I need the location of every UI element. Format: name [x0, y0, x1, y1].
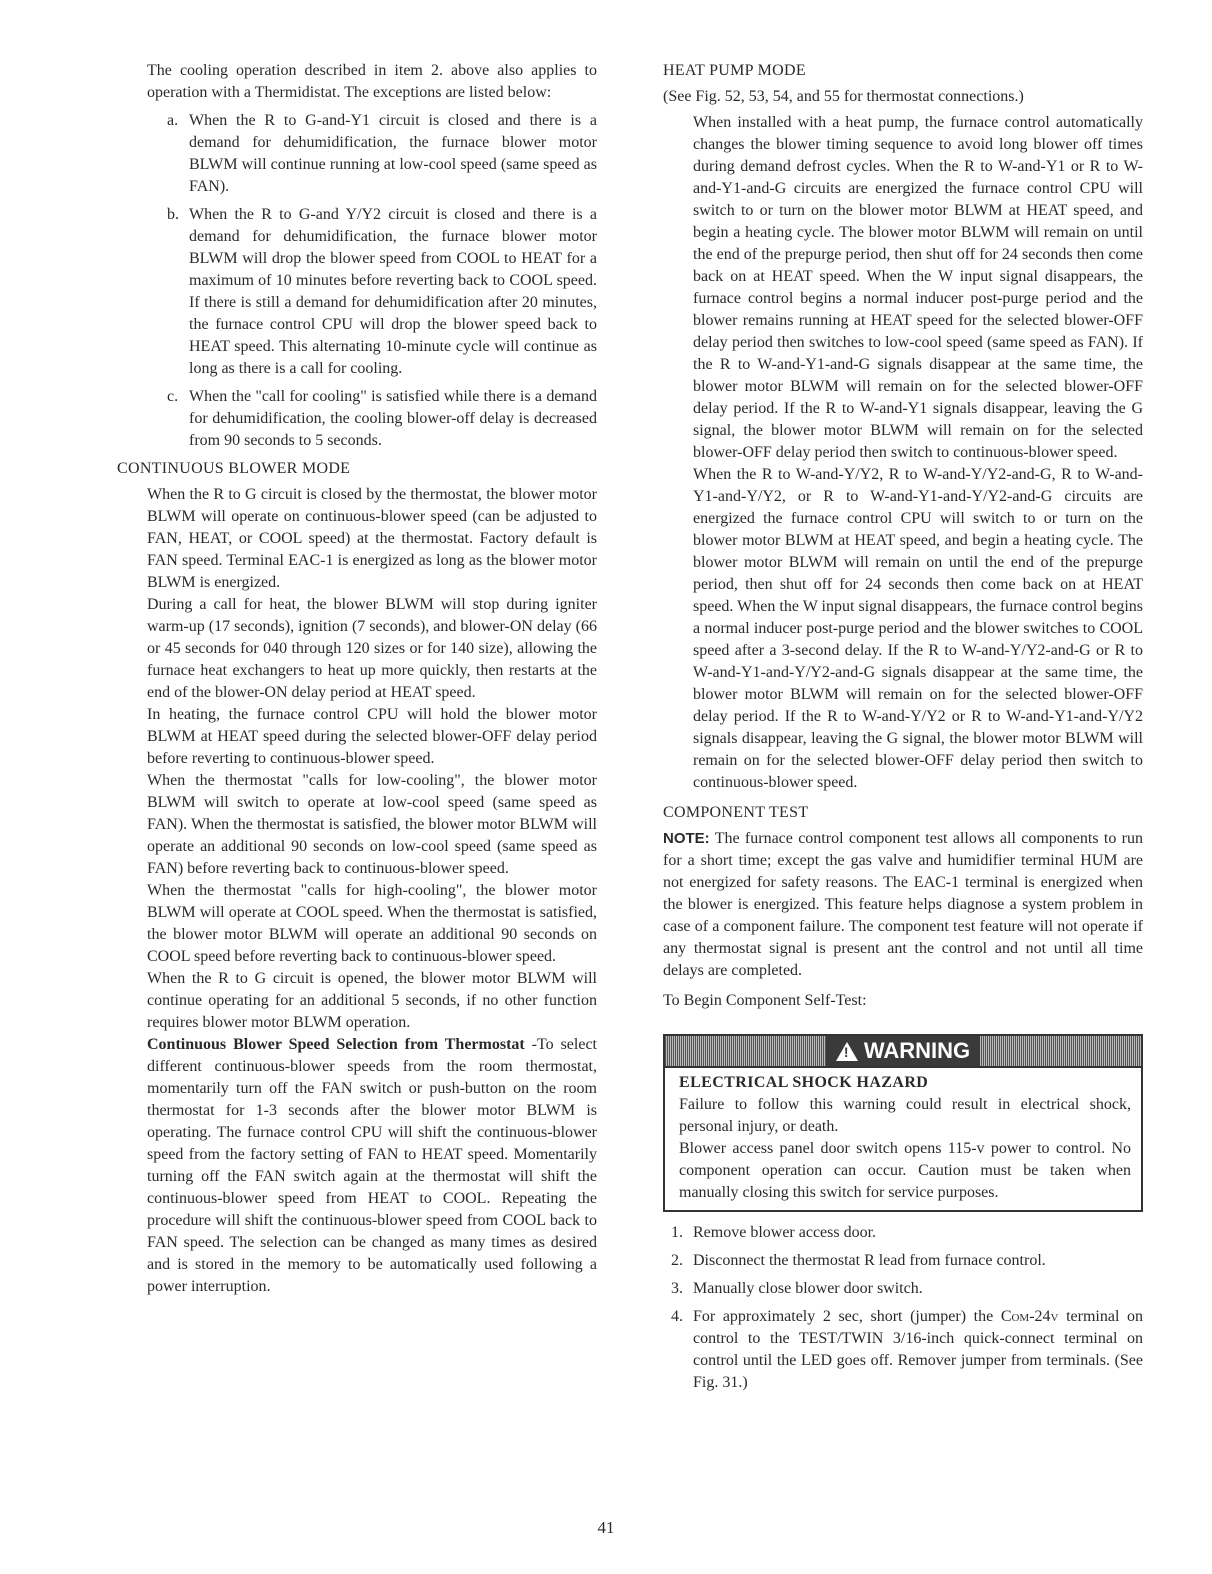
- warning-triangle-icon: [836, 1042, 858, 1061]
- step-text: Manually close blower door switch.: [693, 1280, 923, 1297]
- component-test-heading: COMPONENT TEST: [663, 804, 809, 821]
- self-test-step-1: [671, 1222, 1143, 1244]
- speed-selection-paragraph: [147, 1034, 597, 1298]
- warning-line: Blower access panel door switch opens 115-v power to control. No component operation can occur. Caution must be taken when manually closing this switch for service purposes.: [679, 1140, 1131, 1201]
- component-test-note: [663, 828, 1143, 982]
- note-text: The furnace control component test allows all components to run for a short time; except the gas valve and humidifier terminal HUM are not energized for safety reasons. The EAC-1 terminal is energized when the blower is energized. This feature helps diagnose a system problem in case of a component failure. The component test feature will not operate if any thermostat signal is present ant the control and not until all time delays are completed.: [663, 830, 1143, 979]
- step-text: For approximately 2 sec, short (jumper) the Com-24v terminal on control to the TEST/TWIN 3/16-inch quick-connect terminal on control until the LED goes off. Remover jumper from terminals. (See Fig. 31.): [693, 1308, 1144, 1391]
- warning-title: WARNING: [863, 1038, 971, 1063]
- continuous-paragraph: When the R to G circuit is closed by the thermostat, the blower motor BLWM will operate on continuous-blower speed (can be adjusted to FAN, HEAT, or COOL speed) at the thermostat. Factory default is FAN speed. Terminal EAC-1 is energized as long as the blower motor BLWM is energized.: [147, 486, 597, 591]
- self-test-step-2: [671, 1250, 1143, 1272]
- heat-pump-paragraph: When installed with a heat pump, the furnace control automatically changes the blower timing sequence to avoid long blower off times during demand defrost cycles. When the R to W-and-Y1 or R to W-and-Y1-and-G circuits are energized the furnace control CPU will switch to or turn on the blower motor BLWM at HEAT speed, and begin a heating cycle. The blower motor BLWM will remain on until the end of the prepurge period, then shut off for 24 seconds then come back on at HEAT speed. When the W input signal disappears, the furnace control begins a normal inducer post-purge period and the blower remains running at HEAT speed for the selected blower-OFF delay period then switches to low-cool speed (same speed as FAN). If the R to W-and-Y1-and-G signals disappear at the same time, the blower motor BLWM will remain on for the selected blower-OFF delay period. If the R to W-and-Y1 signals disappear, leaving the G signal, the blower motor BLWM will remain on for the selected blower-OFF delay period then switch to continuous-blower speed.: [693, 114, 1143, 461]
- continuous-paragraph: When the thermostat "calls for low-cooling", the blower motor BLWM will switch to operate at low-cool speed (same speed as FAN). When the thermostat is satisfied, the blower motor BLWM will operate an additional 90 seconds on low-cool speed (same speed as FAN) before reverting back to continuous-blower speed.: [147, 772, 597, 877]
- note-label: NOTE:: [663, 830, 710, 847]
- continuous-paragraph: When the R to G circuit is opened, the blower motor BLWM will continue operating for an additional 5 seconds, if no other function requires blower motor BLWM operation.: [147, 970, 597, 1031]
- continuous-paragraph: During a call for heat, the blower BLWM will stop during igniter warm-up (17 seconds), ignition (7 seconds), and blower-ON delay (66 or 45 seconds for 040 through 120 sizes or for 140 size), allowing the furnace heat exchangers to heat up more quickly, then restarts at the end of the blower-ON delay period at HEAT speed.: [147, 596, 597, 701]
- exception-item-c: [167, 386, 597, 452]
- exception-item-a: [167, 110, 597, 198]
- com-terminal-label: Com-24v: [1000, 1308, 1059, 1325]
- hazard-title: ELECTRICAL SHOCK HAZARD: [679, 1074, 929, 1091]
- heat-pump-paragraph: When the R to W-and-Y/Y2, R to W-and-Y/Y2-and-G, R to W-and-Y1-and-Y/Y2, or R to W-and-Y1-and-Y/Y2-and-G circuits are energized the furnace control CPU will switch to or turn on the blower motor BLWM at HEAT speed, and begin a heating cycle. The blower motor BLWM will remain on until the end of the prepurge period, then shut off for 24 seconds then come back on at HEAT speed. When the W input signal disappears, the furnace control begins a normal inducer post-purge period and the blower switches to COOL speed after a 3-second delay. If the R to W-and-Y/Y2-and-G or R to W-and-Y1-and-Y/Y2-and-G signals disappear at the same time, the blower motor BLWM will remain on for the selected blower-OFF delay period. If the R to W-and-Y/Y2 or R to W-and-Y1-and-Y/Y2 signals disappear, leaving the G signal, the blower motor BLWM will remain on for the selected blower-OFF delay period then switch to continuous-blower speed.: [693, 466, 1143, 791]
- exception-text: When the R to G-and Y/Y2 circuit is closed and there is a demand for dehumidification, the furnace blower motor BLWM will drop the blower speed from COOL to HEAT for a maximum of 10 minutes before reverting back to COOL speed. If there is still a demand for dehumidification after 20 minutes, the furnace control CPU will drop the blower speed back to HEAT speed. This alternating 10-minute cycle will continue as long as there is a call for cooling.: [189, 206, 597, 377]
- exception-item-b: [167, 204, 597, 380]
- self-test-step-3: [671, 1278, 1143, 1300]
- continuous-paragraph: When the thermostat "calls for high-cooling", the blower motor BLWM will operate at COOL speed. When the thermostat is satisfied, the blower motor BLWM will operate an additional 90 seconds on COOL speed before reverting back to continuous-blower speed.: [147, 882, 597, 965]
- exception-marker: c.: [167, 388, 179, 405]
- step-text: Remove blower access door.: [693, 1224, 877, 1241]
- page-number: 41: [597, 1518, 615, 1537]
- right-column: [663, 60, 1143, 1400]
- step-marker: 3.: [671, 1280, 683, 1297]
- warning-line: Failure to follow this warning could result in electrical shock, personal injury, or death.: [679, 1096, 1131, 1135]
- exception-text: When the "call for cooling" is satisfied while there is a demand for dehumidification, the cooling blower-off delay is decreased from 90 seconds to 5 seconds.: [189, 388, 597, 449]
- warning-box: [663, 1034, 1143, 1212]
- step-marker: 2.: [671, 1252, 683, 1269]
- step-marker: 1.: [671, 1224, 683, 1241]
- speed-selection-text: -To select different continuous-blower speeds from the room thermostat, momentarily turn off the FAN switch or push-button on the room thermostat for 1-3 seconds after the blower motor BLWM is operating. The furnace control CPU will shift the continuous-blower speed from the factory setting of FAN to HEAT speed. Momentarily turning off the FAN switch again at the thermostat will shift the continuous-blower speed from HEAT to COOL. Repeating the procedure will shift the continuous-blower speed from COOL back to FAN speed. The selection can be changed as many times as desired and is stored in the memory to be automatically used following a power interruption.: [147, 1036, 598, 1295]
- heat-pump-figure-ref: (See Fig. 52, 53, 54, and 55 for thermostat connections.): [663, 88, 1024, 105]
- step-text: Disconnect the thermostat R lead from furnace control.: [693, 1252, 1046, 1269]
- exception-marker: a.: [167, 112, 179, 129]
- exception-marker: b.: [167, 206, 179, 223]
- continuous-blower-heading: CONTINUOUS BLOWER MODE: [117, 460, 351, 477]
- speed-selection-heading: Continuous Blower Speed Selection from Thermostat: [147, 1036, 525, 1053]
- warning-header: [665, 1036, 1141, 1068]
- begin-self-test: To Begin Component Self-Test:: [663, 992, 867, 1009]
- self-test-step-4: [671, 1306, 1143, 1394]
- left-column: [117, 60, 597, 1298]
- continuous-paragraph: In heating, the furnace control CPU will hold the blower motor BLWM at HEAT speed during the selected blower-OFF delay period before reverting to continuous-blower speed.: [147, 706, 597, 767]
- step-marker: 4.: [671, 1308, 683, 1325]
- thermidistat-intro: The cooling operation described in item 2. above also applies to operation with a Thermidistat. The exceptions are listed below:: [147, 62, 597, 101]
- exception-text: When the R to G-and-Y1 circuit is closed and there is a demand for dehumidification, the furnace blower motor BLWM will continue running at low-cool speed (same speed as FAN).: [189, 112, 597, 195]
- heat-pump-heading: HEAT PUMP MODE: [663, 62, 806, 79]
